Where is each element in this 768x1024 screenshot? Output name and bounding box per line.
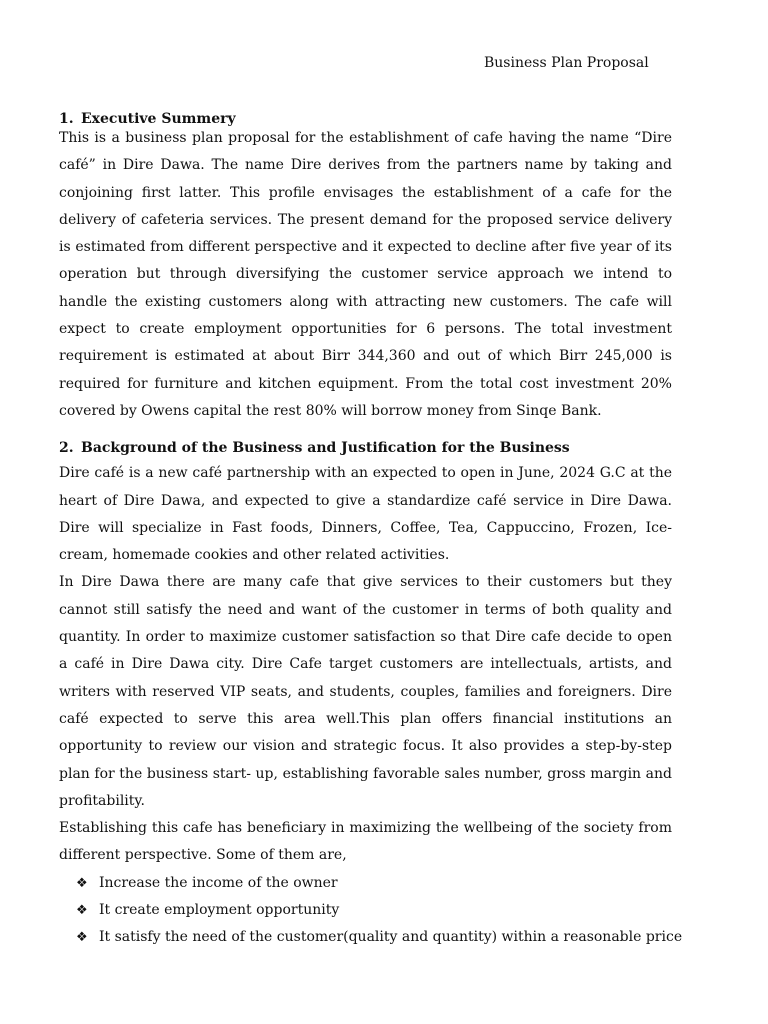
list-item (59, 870, 672, 897)
list-item (59, 897, 672, 924)
section-executive-summary (59, 108, 672, 425)
list-item-text: It satisfy the need of the customer(quality and quantity) within a reasonable price (99, 929, 683, 946)
list-item (59, 924, 683, 951)
diamond-bullet-icon: ❖ (76, 903, 88, 919)
paragraph: This is a business plan proposal for the establishment of cafe having the name “Dire café” in Dire Dawa. The name Dire derives from the partners name by taking and conjoining first latter. This profile envisages the establishment of a cafe for the delivery of cafeteria services. The present demand for the proposed service delivery is estimated from different perspective and it expected to decline after five year of its operation but through diversifying the customer service approach we intend to handle the existing customers along with attracting new customers. The cafe will expect to create employment opportunities for 6 persons. The total investment requirement is estimated at about Birr 344,360 and out of which Birr 245,000 is required for furniture and kitchen equipment. From the total cost investment 20% covered by Owens capital the rest 80% will borrow money from Sinqe Bank. (59, 130, 672, 419)
section-title: Background of the Business and Justification for the Business (81, 440, 570, 457)
diamond-bullet-icon: ❖ (76, 930, 88, 946)
section-title: Executive Summery (81, 111, 236, 127)
section-number: 1. (59, 111, 74, 127)
section-heading (59, 437, 672, 459)
document-header-title: Business Plan Proposal (484, 55, 649, 71)
section-number: 2. (59, 440, 74, 457)
diamond-bullet-icon: ❖ (76, 875, 88, 891)
list-item-text: It create employment opportunity (99, 902, 340, 919)
paragraph: Establishing this cafe has beneficiary in maximizing the wellbeing of the society from different perspective. Some of them are, (59, 820, 672, 864)
document-body (59, 108, 683, 952)
paragraph: Dire café is a new café partnership with an expected to open in June, 2024 G.C at the heart of Dire Dawa, and expected to give a standardize café service in Dire Dawa. Dire will specialize in Fast foods, Dinners, Coffee, Tea, Cappuccino, Frozen, Ice-cream, homemade cookies and other related activities. (59, 465, 672, 564)
paragraph: In Dire Dawa there are many cafe that give services to their customers but they cannot still satisfy the need and want of the customer in terms of both quality and quantity. In order to maximize customer satisfaction so that Dire cafe decide to open a café in Dire Dawa city. Dire Cafe target customers are intellectuals, artists, and writers with reserved VIP seats, and students, couples, families and foreigners. Dire café expected to serve this area well.This plan offers financial institutions an opportunity to review our vision and strategic focus. It also provides a step-by-step plan for the business start- up, establishing favorable sales number, gross margin and profitability. (59, 574, 672, 809)
list-item-text: Increase the income of the owner (99, 874, 338, 891)
benefits-list (59, 870, 683, 952)
section-background (59, 437, 683, 951)
